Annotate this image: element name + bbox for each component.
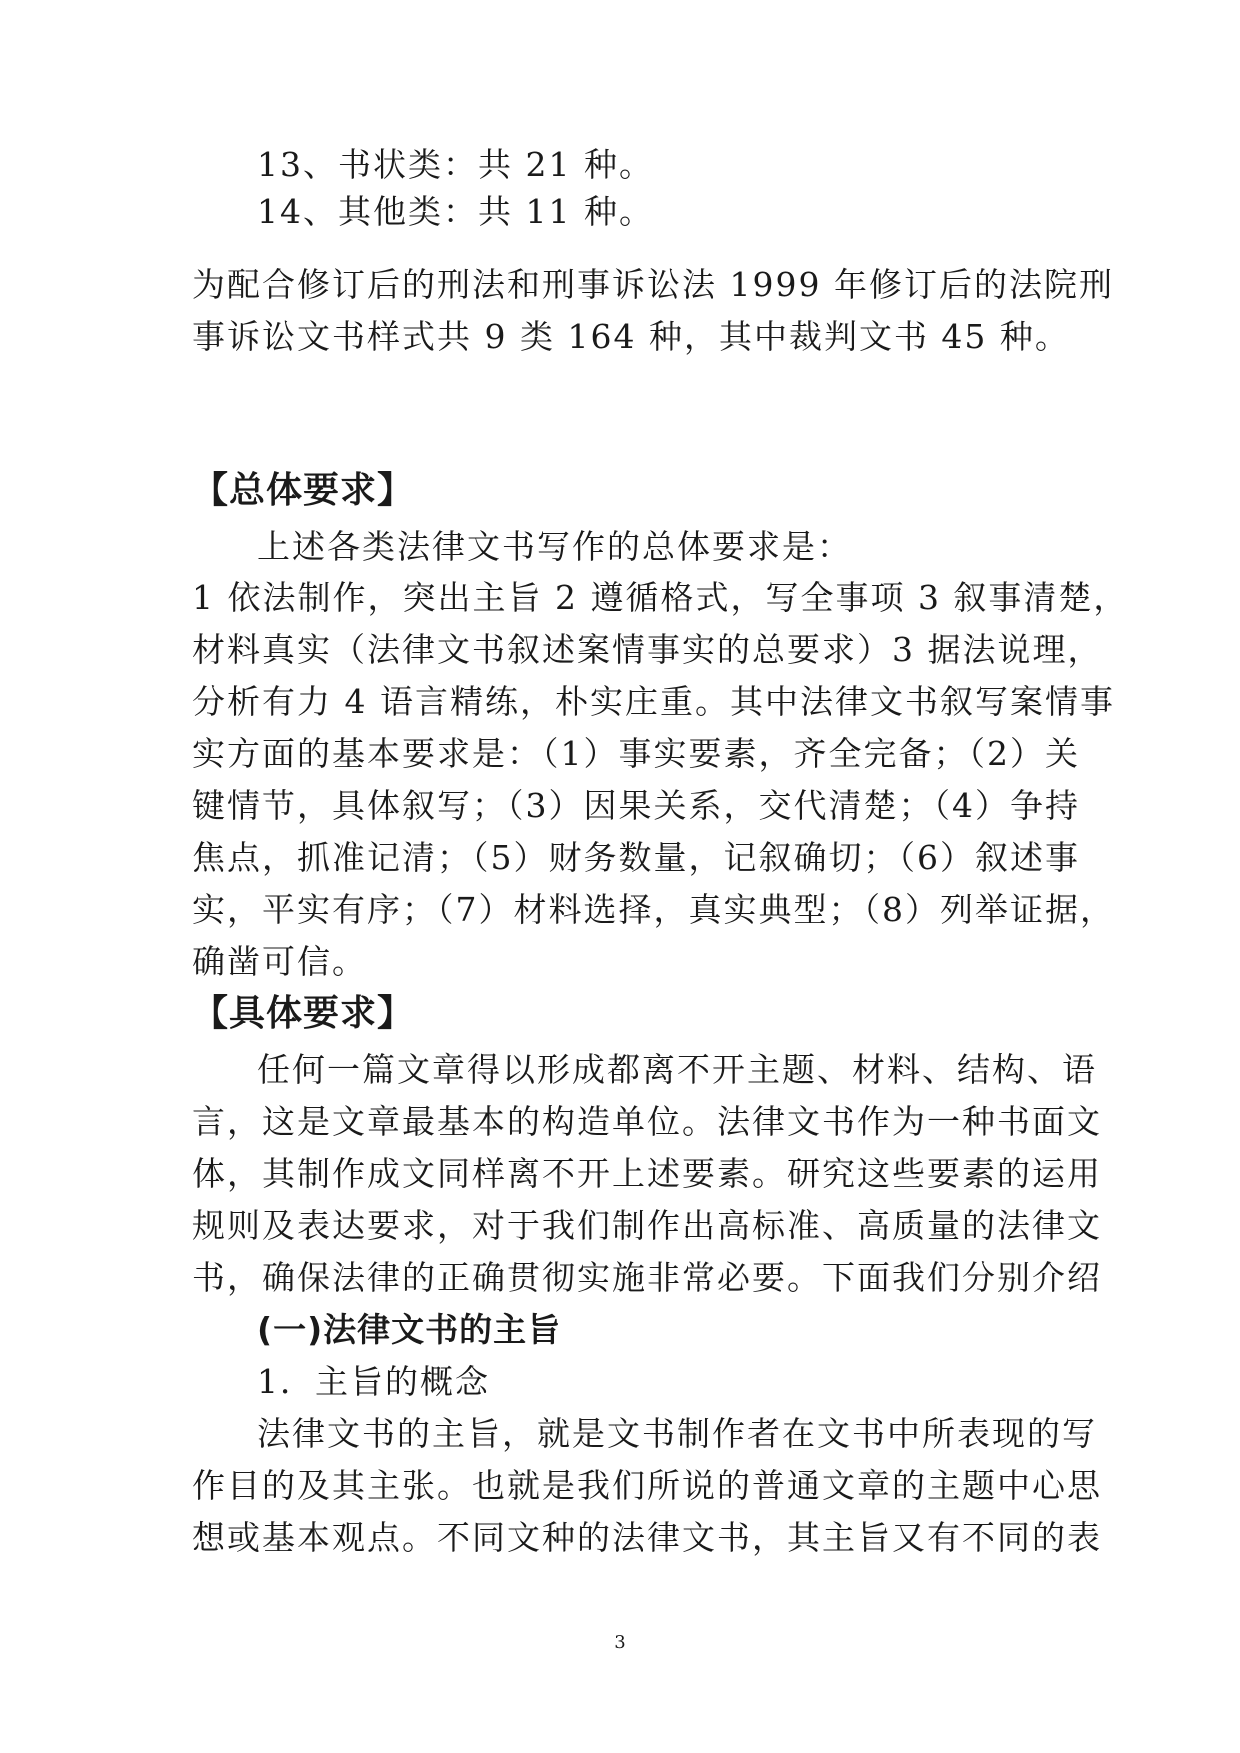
specific-requirements-heading: 【具体要求】 bbox=[192, 993, 415, 1034]
paragraph-line: 体，其制作成文同样离不开上述要素。研究这些要素的运用 bbox=[192, 1154, 1102, 1193]
page-number: 3 bbox=[614, 1632, 626, 1653]
paragraph-line: 上述各类法律文书写作的总体要求是： bbox=[257, 527, 852, 566]
section-heading: (一)法律文书的主旨 bbox=[257, 1310, 562, 1349]
paragraph-line: 法律文书的主旨，就是文书制作者在文书中所表现的写 bbox=[257, 1414, 1097, 1453]
subsection-title: 1．主旨的概念 bbox=[257, 1362, 490, 1401]
paragraph-line: 实方面的基本要求是：（1）事实要素，齐全完备；（2）关 bbox=[192, 734, 1080, 773]
paragraph-line: 焦点，抓准记清；（5）财务数量，记叙确切；（6）叙述事 bbox=[192, 838, 1080, 877]
paragraph-line: 材料真实（法律文书叙述案情事实的总要求）3 据法说理， bbox=[192, 630, 1103, 669]
paragraph-line: 1 依法制作，突出主旨 2 遵循格式，写全事项 3 叙事清楚， bbox=[192, 578, 1129, 617]
list-item-14: 14、其他类：共 11 种。 bbox=[257, 192, 654, 231]
paragraph-line: 书，确保法律的正确贯彻实施非常必要。下面我们分别介绍 bbox=[192, 1258, 1102, 1297]
paragraph-line: 确凿可信。 bbox=[192, 942, 367, 981]
general-requirements-heading: 【总体要求】 bbox=[192, 470, 415, 511]
paragraph-line: 任何一篇文章得以形成都离不开主题、材料、结构、语 bbox=[257, 1050, 1097, 1089]
paragraph-line: 事诉讼文书样式共 9 类 164 种，其中裁判文书 45 种。 bbox=[192, 317, 1070, 356]
paragraph-line: 分析有力 4 语言精练，朴实庄重。其中法律文书叙写案情事 bbox=[192, 682, 1115, 721]
paragraph-line: 言，这是文章最基本的构造单位。法律文书作为一种书面文 bbox=[192, 1102, 1102, 1141]
paragraph-line: 键情节，具体叙写；（3）因果关系，交代清楚；（4）争持 bbox=[192, 786, 1080, 825]
paragraph-line: 实，平实有序；（7）材料选择，真实典型；（8）列举证据， bbox=[192, 890, 1115, 929]
paragraph-line: 为配合修订后的刑法和刑事诉讼法 1999 年修订后的法院刑 bbox=[192, 265, 1114, 304]
paragraph-line: 想或基本观点。不同文种的法律文书，其主旨又有不同的表 bbox=[192, 1518, 1102, 1557]
paragraph-line: 作目的及其主张。也就是我们所说的普通文章的主题中心思 bbox=[192, 1466, 1102, 1505]
paragraph-line: 规则及表达要求，对于我们制作出高标准、高质量的法律文 bbox=[192, 1206, 1102, 1245]
list-item-13: 13、书状类：共 21 种。 bbox=[257, 145, 654, 184]
